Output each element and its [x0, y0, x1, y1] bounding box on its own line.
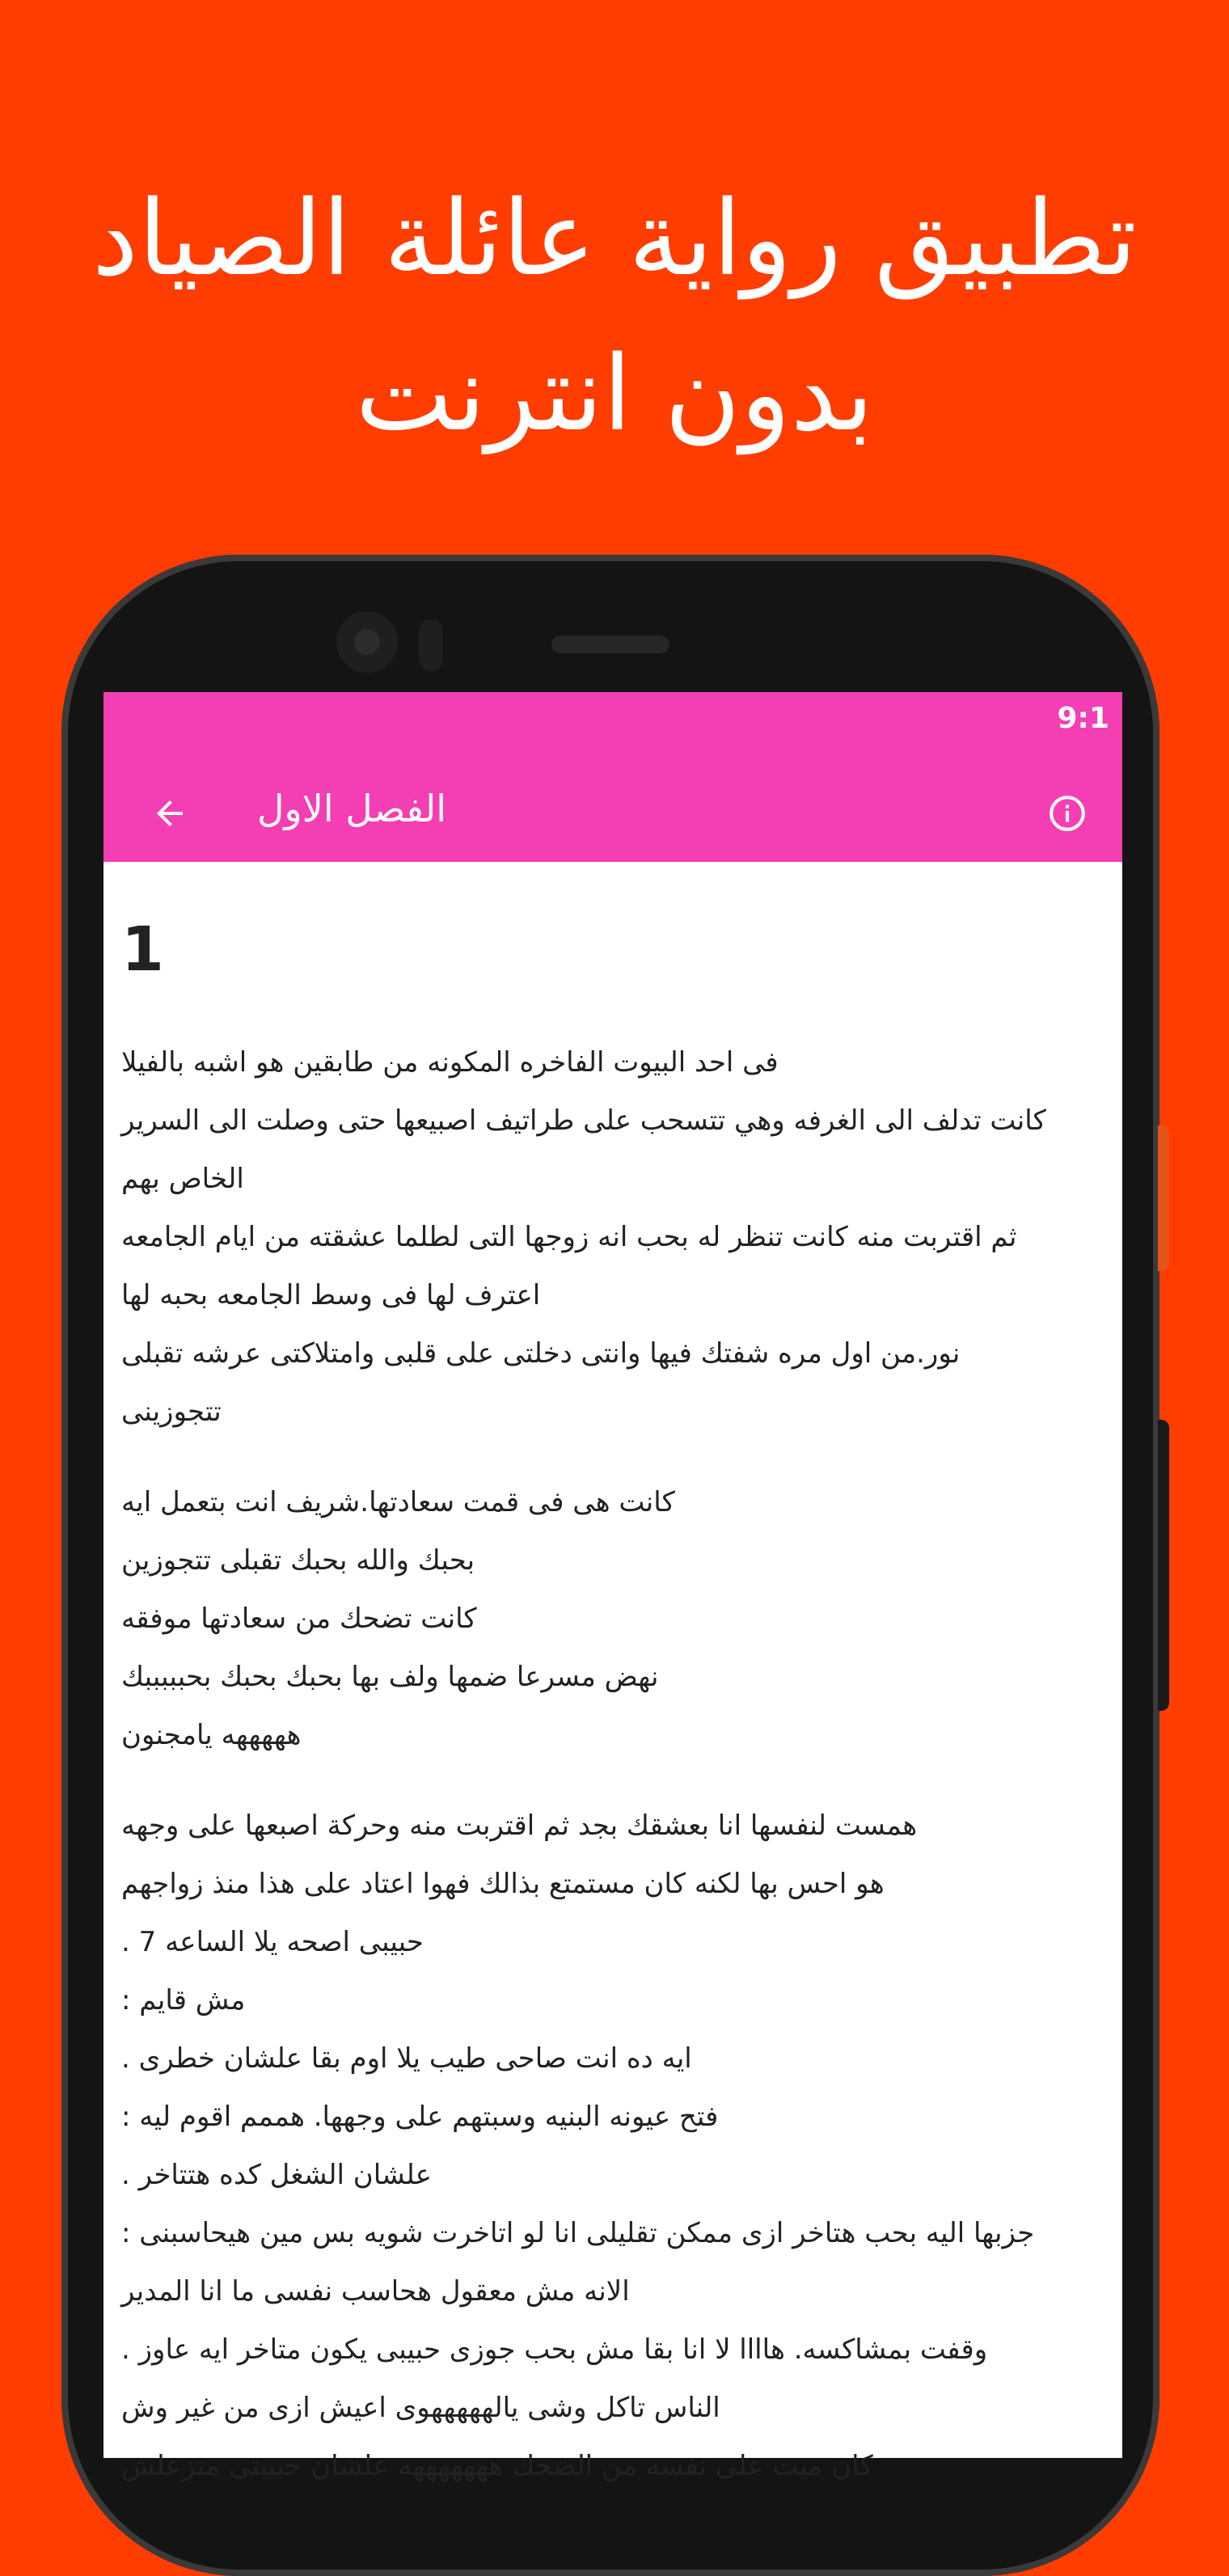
text-line: هو احس بها لكنه كان مستمتع بذالك فهوا اعتاد على هذا منذ زواجهم	[121, 1868, 885, 1900]
paragraph	[121, 1033, 1106, 1441]
app-bar-title: الفصل الاول	[257, 787, 447, 830]
text-line: مش قايم :	[121, 1984, 246, 2016]
proximity-sensor	[419, 619, 443, 671]
front-camera	[336, 611, 398, 673]
text-line: الناس تاكل وشى يالهههههوى اعيش ازى من غير وش	[121, 2392, 720, 2424]
text-line: نهض مسرعا ضمها ولف بها بحبك بحبك بحبببببك	[121, 1661, 659, 1693]
chapter-content	[121, 862, 1106, 2482]
text-line: جزبها اليه بحب هتاخر ازى ممكن تقليلى انا لو اتاخرت شويه بس مين هيحاسبنى :	[121, 2217, 1035, 2249]
text-line: فتح عيونه البنيه وسبتهم على وجهها. هممم اقوم ليه :	[121, 2101, 719, 2133]
status-time: 9:1	[1057, 702, 1109, 735]
text-line: اعترف لها فى وسط الجامعه بحبه لها	[121, 1279, 541, 1311]
phone-screen	[103, 692, 1122, 2482]
paragraph	[121, 1473, 1106, 1764]
text-line: تتجوزينى	[121, 1396, 222, 1428]
chapter-text	[121, 1033, 1106, 2495]
text-line: نور.من اول مره شفتك فيها وانتى دخلتى على قلبى وامتلاكتى عرشه تقبلى	[121, 1337, 961, 1370]
text-line: فى احد البيوت الفاخره المكونه من طابقين هو اشبه بالفيلا	[121, 1046, 779, 1079]
text-line: كانت هى فى قمت سعادتها.شريف انت بتعمل ايه	[121, 1486, 675, 1518]
text-line: هههههه يامجنون	[121, 1719, 302, 1751]
chapter-number: 1	[121, 913, 164, 985]
text-line: علشان الشغل كده هتتاخر .	[121, 2159, 432, 2191]
promo-title-line-1: تطبيق رواية عائلة الصياد	[91, 179, 1138, 299]
text-line: وقفت بمشاكسه. هاااا لا انا بقا مش بحب جوزى حبيبى يكون متاخر ايه عاوز .	[121, 2333, 988, 2366]
volume-button	[1158, 1125, 1169, 1271]
arrow-back-icon	[150, 794, 189, 833]
text-line: كانت تدلف الى الغرفه وهي تتسحب على طراتيف اصبيعها حتى وصلت الى السرير	[121, 1104, 1046, 1137]
text-line: كان ميت على نفسه من الضحك هههههههه علشان حبيبتى متزعلش	[121, 2450, 873, 2482]
paragraph	[121, 1797, 1106, 2495]
app-bar	[103, 692, 1122, 862]
text-line: حبيبى اصحه يلا الساعه 7 .	[121, 1926, 424, 1958]
text-line: همست لنفسها انا بعشقك بجد ثم اقتربت منه وحركة اصبعها على وجهه	[121, 1810, 918, 1842]
promo-title-line-2: بدون انترنت	[355, 334, 874, 454]
back-button[interactable]	[137, 781, 202, 846]
info-button[interactable]	[1037, 783, 1098, 844]
promo-title	[0, 162, 1229, 472]
earpiece-speaker	[551, 636, 669, 653]
text-line: كانت تضحك من سعادتها موفقه	[121, 1603, 477, 1635]
text-line: الخاص بهم	[121, 1163, 244, 1195]
text-line: ثم اقتربت منه كانت تنظر له بحب انه زوجها التى لطلما عشقته من ايام الجامعه	[121, 1221, 1017, 1253]
info-icon	[1047, 793, 1088, 834]
text-line: بحبك والله بحبك تقبلى تتجوزين	[121, 1544, 475, 1577]
text-line: الانه مش معقول هحاسب نفسى ما انا المدير	[121, 2275, 630, 2308]
text-line: ايه ده انت صاحى طيب يلا اوم بقا علشان خطرى .	[121, 2042, 692, 2075]
power-button	[1158, 1420, 1169, 1711]
